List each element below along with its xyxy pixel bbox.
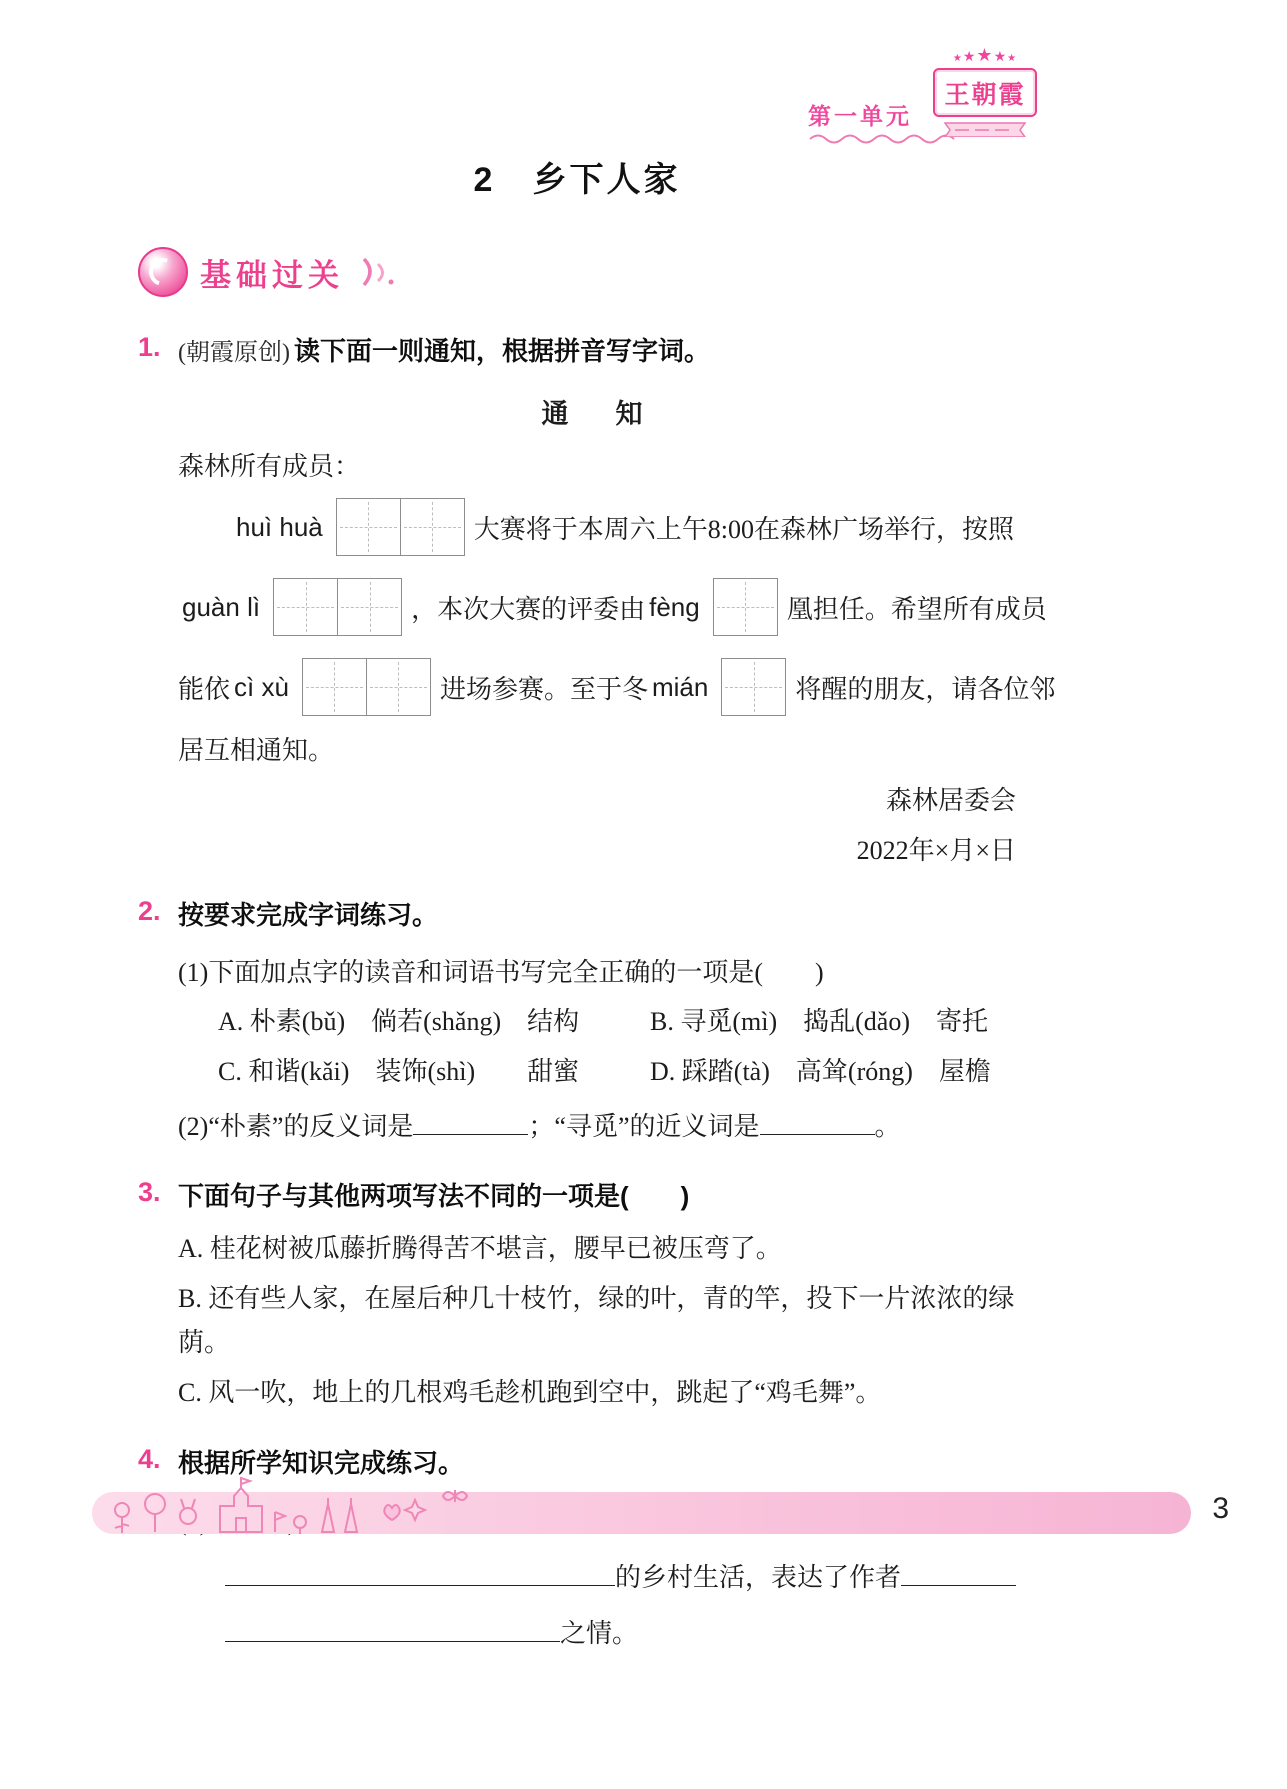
page-number: 3 (1212, 1492, 1229, 1525)
option-row-2 (178, 1050, 1016, 1094)
notice-salutation: 森林所有成员： (178, 452, 361, 481)
option-c (218, 1050, 650, 1094)
unit-label: 第一单元 (808, 103, 912, 129)
writing-boxes (713, 578, 778, 636)
notice-date: 2022年×月×日 (856, 836, 1016, 865)
option-text: (róng) 屋檐 (847, 1057, 991, 1086)
blank-line (760, 1107, 875, 1135)
notice-closing-line: 居互相通知。 (178, 736, 335, 765)
writing-boxes (336, 498, 465, 556)
option-text: (kǎi) 装 (300, 1057, 402, 1086)
question-3-prompt: 下面句子与其他两项写法不同的一项是( ) (178, 1181, 690, 1211)
option-text: C. 和 (218, 1057, 275, 1086)
option-text: A. (218, 1007, 250, 1036)
question-3-number: 3. (138, 1177, 161, 1207)
question-4-number: 4. (138, 1444, 161, 1474)
blank-line (901, 1558, 1016, 1586)
question-4-line-2 (225, 1556, 1016, 1600)
notice-text: 能依 (178, 674, 231, 704)
notice-body (178, 392, 1056, 869)
blank-line (413, 1107, 528, 1135)
emphasized-char: 谐 • (274, 1057, 300, 1086)
emphasized-char: 捣 • (803, 1007, 829, 1036)
writing-box (302, 658, 367, 716)
section-badge-icon (138, 247, 188, 297)
notice-signature: 森林居委会 (885, 786, 1016, 815)
option-text: (shì) 甜蜜 (427, 1057, 580, 1086)
writing-boxes (273, 578, 402, 636)
question-3-option-c: C. 风一吹，地上的几根鸡毛趁机跑到空中，跳起了“鸡毛舞”。 (178, 1378, 882, 1407)
writing-box (400, 498, 465, 556)
blank-line (225, 1558, 615, 1586)
notice-title: 通 知 (541, 399, 653, 429)
option-text: 素(bǔ) (275, 1007, 372, 1036)
q4-text: 之情。 (560, 1619, 639, 1648)
option-text: 乱(dǎo) 寄托 (829, 1007, 988, 1036)
option-text: B. 寻 (650, 1007, 707, 1036)
writing-box (273, 578, 338, 636)
pinyin-label: mián (651, 671, 709, 702)
option-row-1 (178, 1000, 1016, 1044)
writing-boxes (302, 658, 431, 716)
content-column (138, 0, 1056, 1656)
writing-box (366, 658, 431, 716)
pinyin-label: cì xù (234, 671, 289, 702)
question-2-prompt: 按要求完成字词练习。 (178, 900, 439, 930)
emphasized-char: 朴 • (250, 1007, 276, 1036)
sub-2-text: ；“寻觅”的近义词是 (528, 1112, 760, 1141)
emphasized-char: 倘 • (371, 1007, 397, 1036)
question-2-sub-1: (1)下面加点字的读音和词语书写完全正确的一项是( ) (178, 958, 824, 987)
emphasized-char: 耸 • (822, 1057, 848, 1086)
writing-box (721, 658, 786, 716)
question-1-number: 1. (138, 332, 161, 362)
question-3 (138, 1176, 1016, 1415)
notice-text: 进场参赛。至于冬 (439, 674, 648, 704)
emphasized-char: 觅 • (706, 1007, 732, 1036)
notice-text: 凰担任。希望所有成员 (786, 594, 1047, 624)
writing-boxes (721, 658, 786, 716)
pinyin-label: guàn lì (182, 591, 261, 622)
q4-text: 的乡村生活，表达了作者 (615, 1563, 902, 1592)
question-2-number: 2. (138, 896, 161, 926)
notice-text: 大赛将于本周六上午8:00在森林广场举行，按照 (473, 514, 1014, 544)
notice-line-3 (178, 647, 1056, 727)
question-2 (138, 895, 1016, 1148)
option-text: (mì) (732, 1007, 804, 1036)
option-text: D. 踩 (650, 1057, 708, 1086)
emphasized-char: 饰 • (401, 1057, 427, 1086)
question-1-source-tag: (朝霞原创) (178, 340, 290, 366)
notice-line-2 (178, 567, 1047, 647)
question-1-prompt: 读下面一则通知，根据拼音写字词。 (293, 336, 710, 366)
lesson-title: 2 乡下人家 (473, 161, 681, 199)
option-b (650, 1000, 988, 1044)
brand-stars-icon: ★★★★★ (952, 45, 1018, 65)
question-4-prompt: 根据所学知识完成练习。 (178, 1448, 465, 1478)
section-title: 基础过关 (200, 257, 344, 293)
blank-line (225, 1614, 560, 1642)
question-4-line-3 (225, 1612, 1016, 1656)
option-text: (tà) 高 (733, 1057, 822, 1086)
question-1 (138, 331, 1056, 869)
writing-box (336, 498, 401, 556)
brand-name: 王朝霞 (933, 68, 1037, 117)
writing-box (337, 578, 402, 636)
question-3-option-b: B. 还有些人家，在屋后种几十枝竹，绿的叶，青的竿，投下一片浓浓的绿荫。 (178, 1284, 1015, 1357)
notice-line-1 (178, 487, 1016, 567)
option-a (218, 1000, 650, 1044)
pinyin-label: huì huà (236, 511, 323, 542)
emphasized-char: 踏 • (708, 1057, 734, 1086)
writing-box (713, 578, 778, 636)
notice-text: ，本次大赛的评委由 (411, 594, 646, 624)
footer-doodles-icon (100, 1438, 530, 1538)
question-2-sub-2 (178, 1106, 1016, 1148)
option-text: 若(shǎng) 结构 (397, 1007, 580, 1036)
sub-2-text: 。 (874, 1112, 901, 1141)
section-tail-icon (358, 255, 398, 289)
notice-text: 将醒的朋友，请各位邻 (795, 674, 1056, 704)
option-d (650, 1050, 991, 1094)
question-3-option-a: A. 桂花树被瓜藤折腾得苦不堪言，腰早已被压弯了。 (178, 1234, 782, 1263)
section-header (138, 247, 1016, 297)
pinyin-label: fèng (649, 591, 700, 622)
sub-2-text: (2)“朴素”的反义词是 (178, 1112, 414, 1141)
